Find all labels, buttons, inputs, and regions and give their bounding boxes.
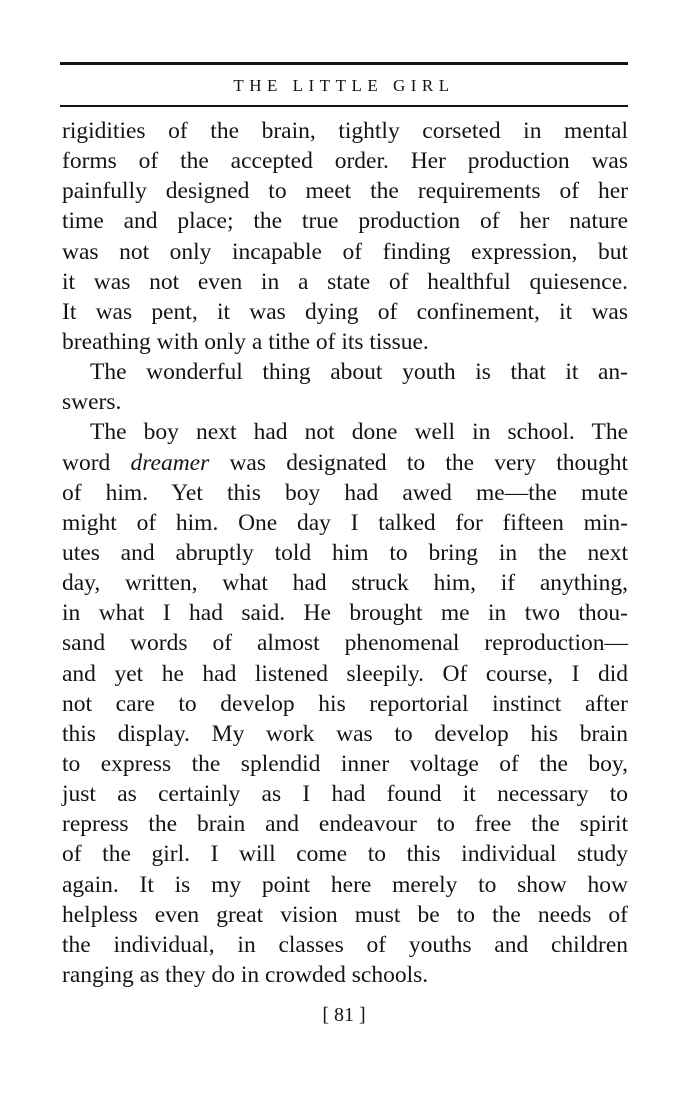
text-line: not care to develop his reportorial instinct after (62, 690, 628, 717)
text-line: forms of the accepted order. Her production was (62, 148, 628, 175)
text-line: time and place; the true production of her nature (62, 208, 628, 235)
page-number: [ 81 ] (322, 1004, 366, 1026)
text-line: day, written, what had struck him, if anything, (62, 570, 628, 597)
text-line: this display. My work was to develop his brain (62, 720, 628, 747)
header-bottom-rule (60, 105, 628, 107)
text-line: of him. Yet this boy had awed me—the mute (62, 479, 628, 506)
text-line: painfully designed to meet the requirements of her (62, 178, 628, 205)
italic-word: dreamer (130, 449, 210, 476)
text-line: in what I had said. He brought me in two thou- (62, 600, 628, 627)
text-line: the individual, in classes of youths and children (62, 931, 628, 958)
text-line: rigidities of the brain, tightly corseted in mental (62, 118, 628, 144)
text-segment: word (62, 449, 131, 476)
header-top-rule (60, 62, 628, 65)
running-head: THE LITTLE GIRL (233, 76, 455, 95)
text-segment: was designated to the very thought (209, 449, 628, 476)
text-line: was not only incapable of finding expression, but (62, 238, 628, 265)
text-line: of the girl. I will come to this individual study (62, 841, 628, 868)
text-line: utes and abruptly told him to bring in the next (62, 539, 628, 566)
text-line: might of him. One day I talked for fifteen min- (62, 509, 628, 536)
text-line: sand words of almost phenomenal reproduction— (62, 630, 628, 657)
text-line: again. It is my point here merely to show how (62, 871, 628, 898)
text-line: it was not even in a state of healthful quiesence. (62, 268, 628, 295)
text-line: repress the brain and endeavour to free the spirit (62, 811, 628, 838)
text-line: It was pent, it was dying of confinement, it was (62, 298, 628, 325)
text-line: swers. (62, 389, 122, 416)
body-text (62, 116, 628, 990)
text-line: helpless even great vision must be to the needs of (62, 901, 628, 928)
text-line: The boy next had not done well in school. The (90, 419, 628, 446)
text-line-with-italic (62, 448, 628, 478)
text-line: ranging as they do in crowded schools. (62, 961, 429, 988)
text-line: to express the splendid inner voltage of the boy, (62, 750, 628, 777)
text-line: just as certainly as I had found it necessary to (62, 781, 628, 808)
text-line: breathing with only a tithe of its tissue. (62, 328, 429, 355)
text-line: and yet he had listened sleepily. Of course, I did (62, 660, 628, 687)
text-line: The wonderful thing about youth is that it an- (90, 359, 628, 386)
